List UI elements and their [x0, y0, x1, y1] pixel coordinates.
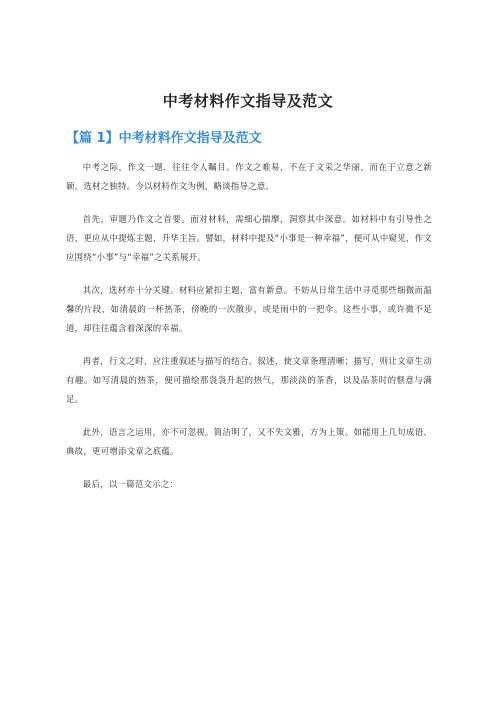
- paragraph: 此外，语言之运用，亦不可忽视。简洁明了，又不失文雅，方为上策。如能用上几句成语、典故，更可增添文章之底蕴。: [66, 427, 432, 456]
- paragraph: 最后，以一篇范文示之：: [82, 479, 179, 489]
- section-heading: 【篇 1】中考材料作文指导及范文: [66, 131, 262, 146]
- body-text: [66, 158, 432, 508]
- paragraph: 再者，行文之时，应注重叙述与描写的结合。叙述，使文章条理清晰；描写，则让文章生动有趣。如写清晨的热茶，便可描绘那袅袅升起的热气，那淡淡的茶香，以及品茶时的惬意与满足。: [66, 356, 432, 404]
- paragraph: 中考之际，作文一题，往往令人瞩目。作文之难易，不在于文采之华丽，而在于立意之新颖，选材之独特。今以材料作文为例，略谈指导之意。: [66, 162, 432, 191]
- paragraph: 首先，审题乃作文之首要。面对材料，需细心揣摩，洞察其中深意。如材料中有引导性之语，更应从中提炼主题，升华主旨。譬如，材料中提及“小事是一种幸福”，便可从中窥见，作文应围绕“小事”与“幸福”之关系展开。: [66, 214, 432, 262]
- paragraph: 其次，选材亦十分关键。材料应紧扣主题，富有新意。不妨从日常生活中寻觅那些细微而温馨的片段，如清晨的一杯热茶，傍晚的一次散步，或是雨中的一把伞。这些小事，或许微不足道，却往往蕴含着深深的幸福。: [66, 285, 432, 333]
- document-title: 中考材料作文指导及范文: [162, 92, 334, 110]
